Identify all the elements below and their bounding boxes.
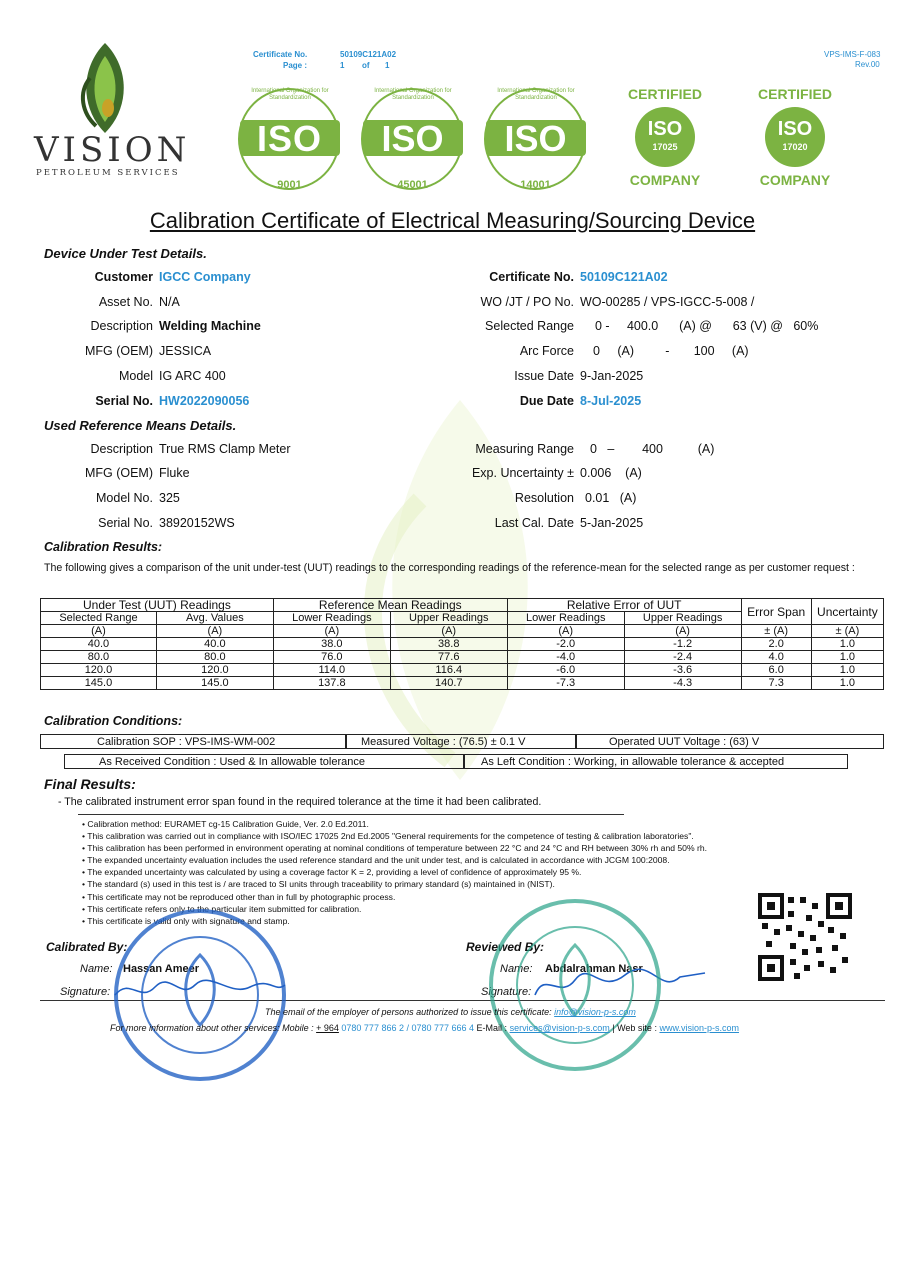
cell: -3.6 (624, 664, 741, 677)
asset-label: Asset No. (98, 295, 153, 309)
cell: 40.0 (41, 638, 157, 651)
final-text: - The calibrated instrument error span found in the required tolerance at the time it had been calibrated. (58, 796, 542, 808)
uut-voltage-text: Operated UUT Voltage : (63) V (609, 736, 760, 748)
results-intro: The following gives a comparison of the unit under-test (UUT) readings to the corresponding readings of the reference-mean for the selected range as per customer request : (44, 562, 855, 574)
unit-cell: ± (A) (741, 625, 811, 638)
footer-email-link[interactable]: info@vision-p-s.com (554, 1007, 636, 1017)
ref-serial-label: Serial No. (98, 516, 153, 530)
notes-divider (78, 814, 624, 815)
revision: Rev.00 (855, 60, 880, 69)
note-item: • The expanded uncertainty evaluation includes the used reference standard and the unit under test, and is calculated in accordance with JCGM 100:2008. (82, 855, 670, 866)
iso-text: ISO (381, 118, 444, 159)
iso-number: 9001 (277, 179, 302, 191)
calibrated-by-label: Calibrated By: (46, 940, 128, 954)
cell: -2.0 (507, 638, 624, 651)
unit-cell: (A) (390, 625, 507, 638)
cell: 145.0 (41, 677, 157, 690)
range-label: Selected Range (485, 319, 574, 333)
badge-bottom-text: COMPANY (759, 172, 831, 188)
form-code: VPS-IMS-F-083 (824, 50, 881, 59)
footer-email2-link[interactable]: services@vision-p-s.com (509, 1023, 610, 1033)
ref-mfg-label: MFG (OEM) (84, 466, 153, 480)
sub-selected-range: Selected Range (41, 612, 157, 625)
header-reference: Reference Mean Readings (273, 599, 507, 612)
uncertainty-label: Exp. Uncertainty ± (471, 466, 574, 480)
badge-top-text: CERTIFIED (758, 86, 832, 102)
header-uut: Under Test (UUT) Readings (41, 599, 274, 612)
received-box (64, 754, 464, 769)
range-value: 0 - 400.0 (A) @ 63 (V) @ 60% (595, 319, 819, 333)
rev-name-value: Abdalrahman Nasr (545, 963, 643, 975)
note-item: • This certificate refers only to the particular item submitted for calibration. (82, 903, 362, 914)
model-label: Model (118, 369, 153, 383)
header-uncertainty: Uncertainty (811, 599, 883, 625)
badge-iso-text: ISO (647, 118, 683, 140)
asset-value: N/A (159, 295, 180, 309)
footer-email-line (265, 1007, 636, 1017)
cell: 145.0 (156, 677, 273, 690)
measuring-range-value: 0 – 400 (A) (590, 442, 715, 456)
cell: -1.2 (624, 638, 741, 651)
table-row (41, 638, 884, 651)
cert-no-value: 50109C121A02 (580, 270, 668, 284)
sub-ref-upper: Upper Readings (390, 612, 507, 625)
wo-label: WO /JT / PO No. (480, 295, 574, 309)
leaf-logo-icon (30, 38, 180, 138)
footer-info-prefix: For more information about other services: Mobile : (110, 1023, 314, 1033)
ref-description-label: Description (90, 442, 153, 456)
header-cert-label: Certificate No. (253, 50, 308, 59)
cal-name-value: Hassan Ameer (123, 963, 200, 975)
header-cert-value: 50109C121A02 (340, 50, 397, 59)
badge-top-text: CERTIFIED (628, 86, 702, 102)
dut-heading: Device Under Test Details. (44, 246, 207, 261)
document-title: Calibration Certificate of Electrical Measuring/Sourcing Device (149, 208, 756, 233)
iso-ring-text: International Organization for Standardization (251, 88, 329, 101)
voltage-text: Measured Voltage : (76.5) ± 0.1 V (361, 736, 526, 748)
header-page-current: 1 (340, 61, 345, 70)
footer-mobile: 0780 777 866 2 / 0780 777 666 4 (341, 1023, 475, 1033)
note-item: • The standard (s) used in this test is / are traced to SI units through traceability to primary standard (s) maintained in (NIST). (82, 879, 555, 890)
unit-cell: (A) (273, 625, 390, 638)
voltage-box (346, 734, 576, 749)
cell: 137.8 (273, 677, 390, 690)
header-page-total: 1 (385, 61, 390, 70)
resolution-label: Resolution (514, 491, 574, 505)
issue-date-value: 9-Jan-2025 (580, 369, 644, 383)
serial-label: Serial No. (95, 394, 153, 408)
iso-number: 14001 (520, 179, 551, 191)
ref-model-value: 325 (159, 491, 180, 505)
customer-value: IGCC Company (159, 270, 251, 284)
due-date-label: Due Date (519, 394, 574, 408)
ref-model-label: Model No. (96, 491, 153, 505)
results-table (40, 598, 884, 690)
iso-17025-badge (615, 82, 715, 192)
ref-serial-value: 38920152WS (159, 516, 235, 530)
cell: 1.0 (811, 677, 883, 690)
cell: -7.3 (507, 677, 624, 690)
table-row (41, 664, 884, 677)
wo-value: WO-00285 / VPS-IGCC-5-008 / (580, 295, 755, 309)
received-text: As Received Condition : Used & In allowable tolerance (99, 756, 365, 768)
cell: 2.0 (741, 638, 811, 651)
badge-bottom-text: COMPANY (629, 172, 701, 188)
footer-email-label: E-Mail : (476, 1023, 508, 1033)
cell: -4.3 (624, 677, 741, 690)
model-value: IG ARC 400 (159, 369, 226, 383)
cell: 114.0 (273, 664, 390, 677)
company-subtitle: PETROLEUM SERVICES (36, 168, 180, 178)
results-heading: Calibration Results: (44, 540, 163, 554)
arc-force-value: 0 (A) - 100 (A) (593, 344, 749, 358)
ref-description-value: True RMS Clamp Meter (159, 442, 291, 456)
cell: 1.0 (811, 638, 883, 651)
footer-web-link[interactable]: www.vision-p-s.com (659, 1023, 739, 1033)
qr-code-icon (758, 893, 852, 981)
issue-date-label: Issue Date (514, 369, 574, 383)
badge-iso-text: ISO (777, 118, 813, 140)
review-stamp (485, 895, 665, 1075)
unit-cell: (A) (156, 625, 273, 638)
rev-signature-label: Signature: (481, 986, 532, 998)
note-item: • This calibration was carried out in compliance with ISO/IEC 17025 2nd Ed.2005 "General requirements for the competence of testing & calibration laboratories". (82, 831, 694, 842)
cell: -4.0 (507, 651, 624, 664)
iso-text: ISO (504, 118, 567, 159)
footer-mobile-code: + 964 (316, 1023, 339, 1033)
iso-ring-text: International Organization for Standardization (374, 88, 452, 101)
last-cal-label: Last Cal. Date (494, 516, 574, 530)
company-name: VISION (34, 130, 191, 170)
note-item: • This certificate may not be reproduced other than in full by photographic process. (82, 891, 396, 902)
uut-voltage-box (576, 734, 884, 749)
sub-ref-lower: Lower Readings (273, 612, 390, 625)
cell: 76.0 (273, 651, 390, 664)
sop-text: Calibration SOP : VPS-IMS-WM-002 (97, 736, 276, 748)
cell: -6.0 (507, 664, 624, 677)
final-heading: Final Results: (44, 776, 136, 792)
cell: -2.4 (624, 651, 741, 664)
sub-err-lower: Lower Readings (507, 612, 624, 625)
cell: 120.0 (41, 664, 157, 677)
footer-email-text: The email of the employer of persons authorized to issue this certificate: (265, 1007, 552, 1017)
cell: 40.0 (156, 638, 273, 651)
mfg-label: MFG (OEM) (84, 344, 153, 358)
calibration-stamp (110, 905, 290, 1085)
left-condition-box (464, 754, 848, 769)
badge-number: 17020 (782, 142, 808, 152)
cal-name-label: Name: (80, 963, 113, 975)
cell: 77.6 (390, 651, 507, 664)
due-date-value: 8-Jul-2025 (580, 394, 642, 408)
header-relative-error: Relative Error of UUT (507, 599, 741, 612)
cell: 38.8 (390, 638, 507, 651)
resolution-value: 0.01 (A) (585, 491, 637, 505)
last-cal-value: 5-Jan-2025 (580, 516, 644, 530)
measuring-range-label: Measuring Range (475, 442, 574, 456)
note-item: • This certificate is valid only with signature and stamp. (82, 915, 290, 926)
unit-cell: (A) (507, 625, 624, 638)
cell: 116.4 (390, 664, 507, 677)
cert-no-label: Certificate No. (489, 270, 574, 284)
unit-cell: ± (A) (811, 625, 883, 638)
iso-text: ISO (256, 118, 322, 159)
table-row (41, 677, 884, 690)
iso-17020-badge (745, 82, 845, 192)
iso-45001-logo (355, 82, 470, 197)
note-item: • This calibration has been performed in environment operating at nominal conditions of temperature between 22 °C and 24 °C and RH between 30% rh and 50% rh. (82, 843, 708, 854)
unit-cell: (A) (41, 625, 157, 638)
cell: 140.7 (390, 677, 507, 690)
serial-value: HW2022090056 (159, 394, 250, 408)
note-item: • Calibration method: EURAMET cg-15 Calibration Guide, Ver. 2.0 Ed.2011. (82, 819, 369, 829)
cell: 80.0 (41, 651, 157, 664)
reference-heading: Used Reference Means Details. (44, 418, 237, 433)
unit-cell: (A) (624, 625, 741, 638)
company-logo (30, 38, 191, 178)
sub-avg-values: Avg. Values (156, 612, 273, 625)
badge-number: 17025 (652, 142, 678, 152)
rev-name-label: Name: (500, 963, 533, 975)
footer-web-label: | Web site : (612, 1023, 657, 1033)
ref-mfg-value: Fluke (159, 466, 190, 480)
sop-box (40, 734, 346, 749)
cell: 38.0 (273, 638, 390, 651)
cell: 80.0 (156, 651, 273, 664)
cell: 120.0 (156, 664, 273, 677)
cell: 1.0 (811, 664, 883, 677)
iso-9001-logo (232, 82, 347, 197)
header-error-span: Error Span (741, 599, 811, 625)
footer-contact-line (110, 1023, 739, 1033)
iso-ring-text: International Organization for Standardization (497, 88, 575, 101)
mfg-value: JESSICA (159, 344, 212, 358)
header-page-label: Page : (283, 61, 308, 70)
sub-err-upper: Upper Readings (624, 612, 741, 625)
cell: 4.0 (741, 651, 811, 664)
arc-force-label: Arc Force (519, 344, 574, 358)
cell: 7.3 (741, 677, 811, 690)
note-item: • The expanded uncertainty was calculated by using a coverage factor K = 2, providing a level of confidence of approximately 95 %. (82, 867, 582, 878)
cell: 1.0 (811, 651, 883, 664)
header-page-of: of (362, 61, 370, 70)
cell: 6.0 (741, 664, 811, 677)
reviewed-by-label: Reviewed By: (466, 940, 545, 954)
table-row (41, 651, 884, 664)
description-label: Description (90, 319, 153, 333)
cal-signature-label: Signature: (60, 986, 111, 998)
uncertainty-value: 0.006 (A) (580, 466, 642, 480)
description-value: Welding Machine (159, 319, 261, 333)
iso-14001-logo (478, 82, 593, 197)
iso-number: 45001 (397, 179, 428, 191)
conditions-heading: Calibration Conditions: (44, 714, 183, 728)
left-condition-text: As Left Condition : Working, in allowable tolerance & accepted (481, 756, 785, 768)
customer-label: Customer (94, 270, 153, 284)
